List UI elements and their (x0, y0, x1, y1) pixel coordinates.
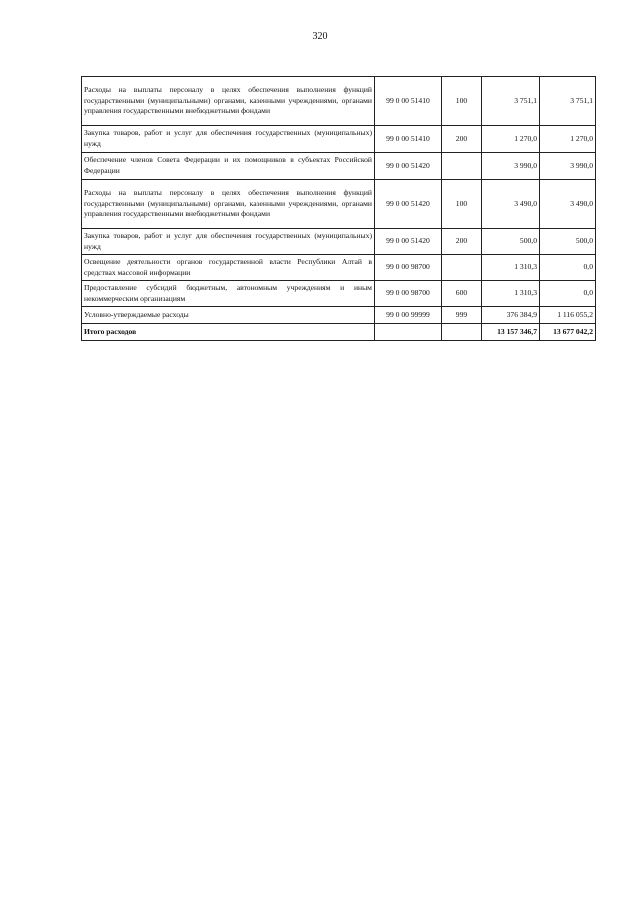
total-label: Итого расходов (82, 324, 375, 341)
expense-type-code (442, 324, 482, 341)
table-row (82, 229, 596, 255)
expense-name: Расходы на выплаты персоналу в целях обеспечения выполнения функций государственными (муниципальными) органами, казенными учреждениями, органами управления государственными внебюджетными фондами (82, 77, 375, 126)
page-number: 320 (312, 31, 328, 42)
target-article-code: 99 0 00 51420 (375, 153, 442, 180)
amount-year-1: 3 990,0 (482, 153, 540, 180)
expense-type-code: 200 (442, 229, 482, 255)
table-row (82, 153, 596, 180)
expense-name: Закупка товаров, работ и услуг для обеспечения государственных (муниципальных) нужд (82, 229, 375, 255)
total-row (82, 324, 596, 341)
target-article-code: 99 0 00 51420 (375, 229, 442, 255)
amount-year-2: 500,0 (540, 229, 596, 255)
expense-type-code (442, 255, 482, 281)
expense-name: Закупка товаров, работ и услуг для обеспечения государственных (муниципальных) нужд (82, 126, 375, 153)
expense-type-code: 100 (442, 77, 482, 126)
expense-name: Расходы на выплаты персоналу в целях обеспечения выполнения функций государственными (муниципальными) органами, казенными учреждениями, органами управления государственными внебюджетными фондами (82, 180, 375, 229)
amount-year-1: 3 490,0 (482, 180, 540, 229)
expense-type-code: 999 (442, 307, 482, 324)
total-year-1: 13 157 346,7 (482, 324, 540, 341)
table-row (82, 255, 596, 281)
amount-year-1: 3 751,1 (482, 77, 540, 126)
table-row (82, 281, 596, 307)
amount-year-2: 1 270,0 (540, 126, 596, 153)
amount-year-2: 0,0 (540, 255, 596, 281)
amount-year-1: 1 310,3 (482, 255, 540, 281)
amount-year-2: 3 990,0 (540, 153, 596, 180)
expense-type-code: 600 (442, 281, 482, 307)
expense-name: Освещение деятельности органов государственной власти Республики Алтай в средствах массовой информации (82, 255, 375, 281)
budget-table (81, 76, 596, 341)
amount-year-2: 1 116 055,2 (540, 307, 596, 324)
expense-name: Обеспечение членов Совета Федерации и их помощников в субъектах Российской Федерации (82, 153, 375, 180)
amount-year-2: 0,0 (540, 281, 596, 307)
target-article-code: 99 0 00 98700 (375, 255, 442, 281)
amount-year-1: 1 310,3 (482, 281, 540, 307)
total-year-2: 13 677 042,2 (540, 324, 596, 341)
target-article-code: 99 0 00 99999 (375, 307, 442, 324)
expense-type-code (442, 153, 482, 180)
target-article-code: 99 0 00 51410 (375, 77, 442, 126)
amount-year-1: 500,0 (482, 229, 540, 255)
target-article-code: 99 0 00 51410 (375, 126, 442, 153)
amount-year-2: 3 490,0 (540, 180, 596, 229)
expense-name: Предоставление субсидий бюджетным, автономным учреждениям и иным некоммерческим организациям (82, 281, 375, 307)
amount-year-1: 1 270,0 (482, 126, 540, 153)
expense-name: Условно-утверждаемые расходы (82, 307, 375, 324)
expense-type-code: 200 (442, 126, 482, 153)
target-article-code: 99 0 00 98700 (375, 281, 442, 307)
target-article-code (375, 324, 442, 341)
table-row (82, 77, 596, 126)
table-row (82, 307, 596, 324)
table-row (82, 126, 596, 153)
amount-year-1: 376 384,9 (482, 307, 540, 324)
amount-year-2: 3 751,1 (540, 77, 596, 126)
expense-type-code: 100 (442, 180, 482, 229)
target-article-code: 99 0 00 51420 (375, 180, 442, 229)
table-row (82, 180, 596, 229)
